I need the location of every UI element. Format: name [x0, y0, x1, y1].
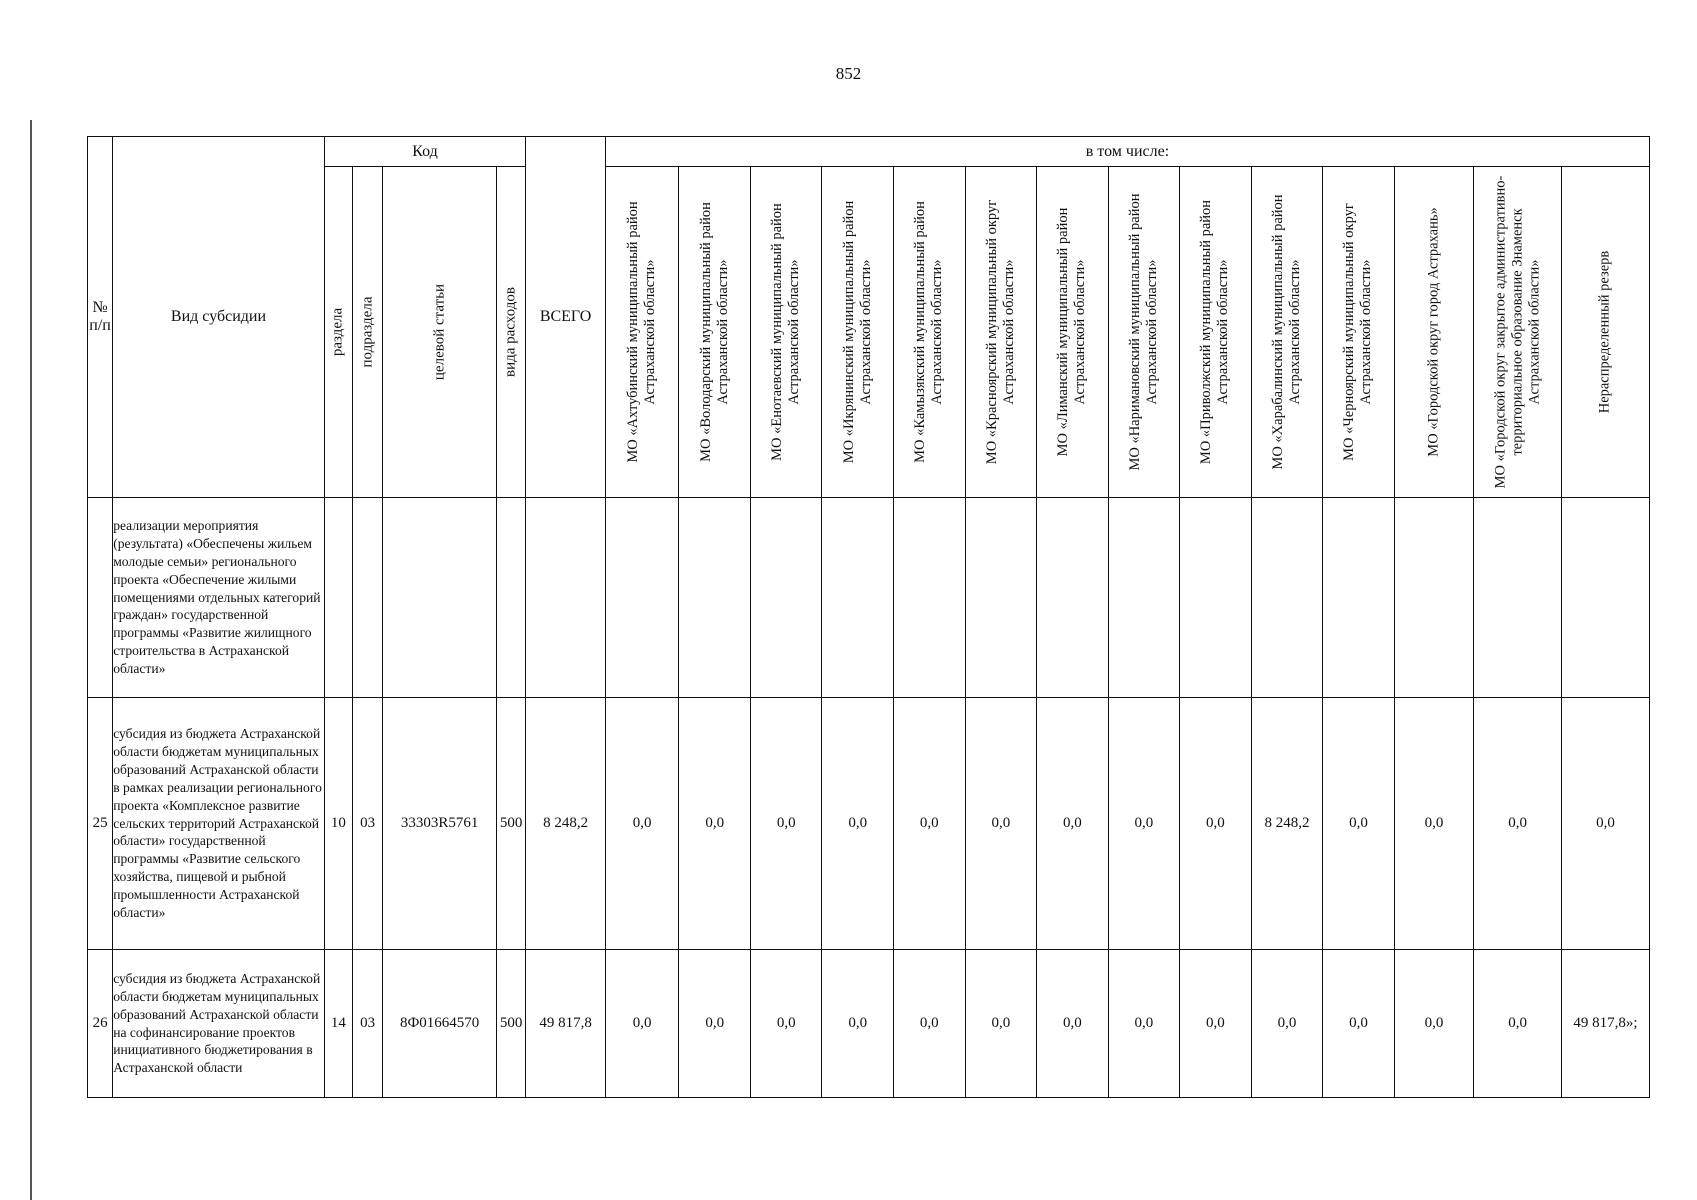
- header-vsego: ВСЕГО: [526, 137, 606, 498]
- header-mo-chernoyarsky: МО «Черноярский муниципальный округ Астраханской области»: [1323, 167, 1395, 498]
- row-razdel: [324, 498, 352, 698]
- row-value: 0,0: [894, 698, 966, 950]
- row-num: 25: [88, 698, 113, 950]
- row-value: [965, 498, 1037, 698]
- row-value: [605, 498, 679, 698]
- row-value: 0,0: [1037, 698, 1109, 950]
- header-mo-privolzhsky: МО «Приволжский муниципальный район Астраханской области»: [1180, 167, 1252, 498]
- row-value: 8 248,2: [1251, 698, 1323, 950]
- row-value: 0,0: [822, 950, 894, 1098]
- row-vsego: [526, 498, 606, 698]
- row-value: 0,0: [1394, 698, 1474, 950]
- row-value: [822, 498, 894, 698]
- header-mo-volodarsky: МО «Володарский муниципальный район Астраханской области»: [679, 167, 751, 498]
- row-value: [1037, 498, 1109, 698]
- scan-edge-line: [30, 120, 32, 1200]
- table-row: [88, 498, 1650, 698]
- header-num: № п/п: [88, 137, 113, 498]
- header-mo-enotaevsky: МО «Енотаевский муниципальный район Астраханской области»: [750, 167, 822, 498]
- header-kod: Код: [324, 137, 526, 167]
- row-razdel: 14: [324, 950, 352, 1098]
- row-value: 0,0: [605, 698, 679, 950]
- table-row: [88, 950, 1650, 1098]
- row-celevoy-stati: 33303R5761: [383, 698, 497, 950]
- row-num: [88, 498, 113, 698]
- row-value: 0,0: [965, 950, 1037, 1098]
- row-value: [1394, 498, 1474, 698]
- table-row: [88, 698, 1650, 950]
- row-razdel: 10: [324, 698, 352, 950]
- row-celevoy-stati: 8Ф01664570: [383, 950, 497, 1098]
- row-vid-rashodov: [497, 498, 526, 698]
- row-value: 0,0: [679, 698, 751, 950]
- row-value: [679, 498, 751, 698]
- row-desc: субсидия из бюджета Астраханской области бюджетам муниципальных образований Астраханской области на софинансирование проектов инициативного бюджетирования в Астраханской области: [113, 950, 325, 1098]
- header-v-tom-chisle: в том числе:: [605, 137, 1649, 167]
- row-value: 0,0: [750, 698, 822, 950]
- row-value: 0,0: [750, 950, 822, 1098]
- row-celevoy-stati: [383, 498, 497, 698]
- header-mo-kharabalinsky: МО «Харабалинский муниципальный район Астраханской области»: [1251, 167, 1323, 498]
- row-value: [1561, 498, 1649, 698]
- row-podrazdel: [352, 498, 382, 698]
- header-vid-rashodov: вида расходов: [497, 167, 526, 498]
- row-value: 0,0: [1180, 950, 1252, 1098]
- row-value: 0,0: [1037, 950, 1109, 1098]
- subsidy-table: [87, 136, 1650, 1098]
- row-value: 0,0: [1108, 698, 1180, 950]
- header-mo-ahtubinsky: МО «Ахтубинский муниципальный район Астраханской области»: [605, 167, 679, 498]
- header-reserve: Нераспределенный резерв: [1561, 167, 1649, 498]
- row-value: [1251, 498, 1323, 698]
- header-mo-znamensk: МО «Городской округ закрытое административно-территориальное образование Знаменск Астраханской области»: [1474, 167, 1562, 498]
- row-value: 0,0: [894, 950, 966, 1098]
- row-vid-rashodov: 500: [497, 950, 526, 1098]
- row-vid-rashodov: 500: [497, 698, 526, 950]
- row-value: [1180, 498, 1252, 698]
- row-value: 0,0: [965, 698, 1037, 950]
- row-desc: субсидия из бюджета Астраханской области бюджетам муниципальных образований Астраханской области в рамках реализации регионального проекта «Комплексное развитие сельских территорий Астраханской области» государственной программы «Развитие сельского хозяйства, пищевой и рыбной промышленности Астраханской области»: [113, 698, 325, 950]
- row-value: 0,0: [1474, 698, 1562, 950]
- row-value: [1474, 498, 1562, 698]
- row-podrazdel: 03: [352, 950, 382, 1098]
- row-num: 26: [88, 950, 113, 1098]
- row-value: 0,0: [1323, 698, 1395, 950]
- row-vsego: 8 248,2: [526, 698, 606, 950]
- header-mo-krasnoyarsky: МО «Красноярский муниципальный округ Астраханской области»: [965, 167, 1037, 498]
- row-vsego: 49 817,8: [526, 950, 606, 1098]
- row-desc: реализации мероприятия (результата) «Обеспечены жильем молодые семьи» регионального проекта «Обеспечение жилыми помещениями отдельных категорий граждан» государственной программы «Развитие жилищного строительства в Астраханской области»: [113, 498, 325, 698]
- row-value: 49 817,8»;: [1561, 950, 1649, 1098]
- row-value: 0,0: [822, 698, 894, 950]
- row-value: 0,0: [1108, 950, 1180, 1098]
- row-value: 0,0: [1394, 950, 1474, 1098]
- row-value: [1323, 498, 1395, 698]
- row-value: [894, 498, 966, 698]
- header-razdel: раздела: [324, 167, 352, 498]
- row-value: 0,0: [1180, 698, 1252, 950]
- header-mo-kamyzyaksky: МО «Камызякский муниципальный район Астраханской области»: [894, 167, 966, 498]
- row-value: 0,0: [1323, 950, 1395, 1098]
- header-mo-limansky: МО «Лиманский муниципальный район Астраханской области»: [1037, 167, 1109, 498]
- row-value: [750, 498, 822, 698]
- row-value: 0,0: [1561, 698, 1649, 950]
- header-mo-narimanovsky: МО «Наримановский муниципальный район Астраханской области»: [1108, 167, 1180, 498]
- row-value: 0,0: [605, 950, 679, 1098]
- row-value: 0,0: [1474, 950, 1562, 1098]
- page-number: 852: [835, 64, 862, 83]
- row-value: 0,0: [679, 950, 751, 1098]
- header-mo-astrakhan: МО «Городской округ город Астрахань»: [1394, 167, 1474, 498]
- row-value: 0,0: [1251, 950, 1323, 1098]
- header-celevoy-stati: целевой статьи: [383, 167, 497, 498]
- header-podrazdel: подраздела: [352, 167, 382, 498]
- row-podrazdel: 03: [352, 698, 382, 950]
- header-vid-subsidii: Вид субсидии: [113, 137, 325, 498]
- header-mo-ikryaninsky: МО «Икрянинский муниципальный район Астраханской области»: [822, 167, 894, 498]
- row-value: [1108, 498, 1180, 698]
